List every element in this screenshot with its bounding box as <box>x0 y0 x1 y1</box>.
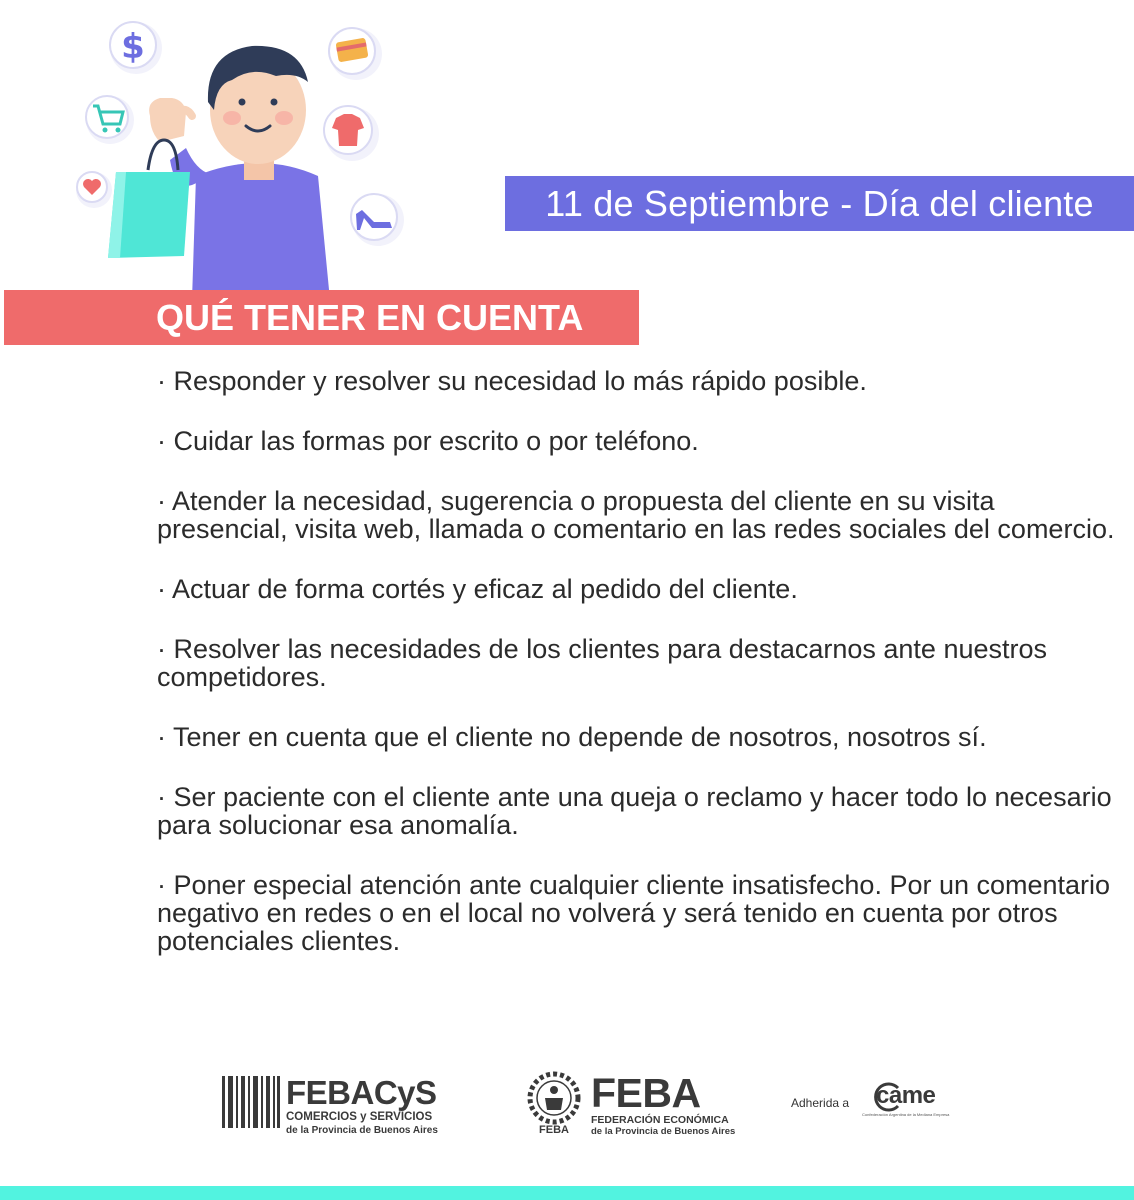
came-logo <box>862 1082 962 1126</box>
footer-logos <box>0 1060 1134 1140</box>
tip-item: · Resolver las necesidades de los clientes para destacarnos ante nuestros competidores. <box>157 634 1047 692</box>
feba-line2: de la Provincia de Buenos Aires <box>591 1126 736 1137</box>
section-title: QUÉ TENER EN CUENTA <box>156 297 584 338</box>
tip-item: · Ser paciente con el cliente ante una queja o reclamo y hacer todo lo necesario para solucionar esa anomalía. <box>157 782 1112 840</box>
date-banner: 11 de Septiembre - Día del cliente <box>505 176 1134 231</box>
feba-logo <box>525 1070 736 1140</box>
tip-item: · Responder y resolver su necesidad lo más rápido posible. <box>157 366 867 396</box>
shopper-illustration <box>0 0 430 300</box>
febacys-line1: COMERCIOS y SERVICIOS <box>286 1111 433 1123</box>
tips-list <box>157 367 1117 987</box>
came-name: came <box>876 1082 936 1109</box>
high-heel-shoe-icon <box>351 194 404 246</box>
tip-item: · Actuar de forma cortés y eficaz al pedido del cliente. <box>157 574 798 604</box>
feba-gear-emblem-icon <box>525 1070 583 1136</box>
febacys-line2: de la Provincia de Buenos Aires <box>286 1125 438 1136</box>
tip-item: · Cuidar las formas por escrito o por teléfono. <box>157 426 699 456</box>
tip-item: · Atender la necesidad, sugerencia o propuesta del cliente en su visita presencial, visita web, llamada o comentario en las redes sociales del comercio. <box>157 486 1115 544</box>
svg-text:$: $ <box>121 27 145 67</box>
barcode-icon <box>222 1076 280 1128</box>
bottom-accent-bar <box>0 1186 1134 1200</box>
came-line1: Confederación Argentina de la Mediana Empresa <box>862 1112 950 1117</box>
shopping-bag-icon <box>108 140 190 258</box>
febacys-name: FEBACyS <box>286 1074 437 1111</box>
shirt-icon <box>324 106 379 161</box>
tip-item: · Tener en cuenta que el cliente no depende de nosotros, nosotros sí. <box>157 722 987 752</box>
febacys-logo <box>222 1074 442 1134</box>
credit-card-icon <box>329 28 382 80</box>
tip-item: · Poner especial atención ante cualquier cliente insatisfecho. Por un comentario negativo en redes o en el local no volverá y será tenido en cuenta por otros potenciales clientes. <box>157 870 1111 956</box>
heart-icon <box>76 172 112 208</box>
section-banner <box>4 290 639 345</box>
adherida-label: Adherida a <box>791 1096 850 1110</box>
feba-line1: FEDERACIÓN ECONÓMICA <box>591 1114 729 1126</box>
shopping-cart-icon <box>86 96 134 144</box>
feba-emblem-text: FEBA <box>539 1124 569 1136</box>
feba-name: FEBA <box>591 1070 701 1116</box>
dollar-icon <box>110 22 162 74</box>
